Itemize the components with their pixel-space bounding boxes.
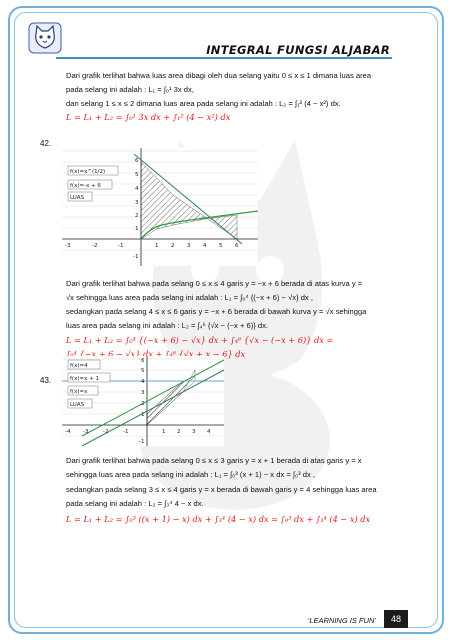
problem-number: 42. bbox=[40, 139, 52, 148]
tick-label: -1 bbox=[133, 254, 139, 260]
tick-label: 3 bbox=[187, 243, 191, 249]
tick-label: -4 bbox=[65, 429, 71, 435]
p42-line-3: sedangkan pada selang 4 ≤ x ≤ 6 garis y = −x + 6 berada di bawah kurva y = √x sehingga bbox=[66, 307, 367, 316]
top-result: L = L₁ + L₂ = ∫₀¹ 3x dx + ∫₁² (4 − x²) dx bbox=[66, 112, 231, 122]
tick-label: 6 bbox=[235, 243, 239, 249]
legend-item: f(x)=x + 1 bbox=[70, 376, 99, 382]
tick-label: 2 bbox=[135, 213, 139, 219]
problem-number: 43. bbox=[40, 376, 52, 385]
p43-result: L = L₁ + L₂ = ∫₀³ ((x + 1) − x) dx + ∫₃⁴ (4 − x) dx = ∫₀³ dx + ∫₃⁴ (4 − x) dx bbox=[66, 514, 371, 524]
legend-item: f(x)=4 bbox=[70, 363, 88, 369]
p42-result-1: L = L₁ + L₂ = ∫₀⁴ {(−x + 6) − √x} dx + ∫₄⁶ {√x − (−x + 6)} dx = bbox=[66, 335, 334, 345]
legend-item: f(x)=x bbox=[70, 389, 88, 395]
tick-label: -1 bbox=[139, 439, 145, 445]
p42-line-4: luas area pada selang ini adalah : L₂ = ∫₄⁶ {√x − (−x + 6)} dx. bbox=[66, 321, 269, 330]
tick-label: 1 bbox=[135, 226, 139, 232]
tick-label: 6 bbox=[135, 158, 139, 164]
tick-label: 4 bbox=[135, 186, 139, 192]
tick-label: 5 bbox=[219, 243, 223, 249]
p42-result-2: ∫₀⁴ {−x + 6 − √x} dx + ∫₄⁶ {√x + x − 6} dx bbox=[66, 349, 246, 359]
graph-42 bbox=[62, 148, 258, 266]
tick-label: -3 bbox=[65, 243, 71, 249]
page-number: 48 bbox=[384, 610, 408, 628]
tick-label: -1 bbox=[118, 243, 124, 249]
legend-item: f(x)=x^(1/2) bbox=[70, 169, 106, 175]
header-rule bbox=[56, 57, 392, 59]
tick-label: -2 bbox=[103, 429, 109, 435]
page-title: INTEGRAL FUNGSI ALJABAR bbox=[206, 43, 390, 57]
p43-line-1: Dari grafik terlihat bahwa pada selang 0 ≤ x ≤ 3 garis y = x + 1 berada di atas garis y = x bbox=[66, 456, 362, 465]
tick-label: -1 bbox=[123, 429, 129, 435]
tick-label: 4 bbox=[141, 379, 145, 385]
tick-label: 2 bbox=[177, 429, 181, 435]
tick-label: 1 bbox=[141, 412, 145, 418]
tick-label: 3 bbox=[141, 390, 145, 396]
graph-43-plot bbox=[62, 356, 224, 446]
tick-label: 3 bbox=[192, 429, 196, 435]
tick-label: -2 bbox=[92, 243, 98, 249]
tick-label: 1 bbox=[155, 243, 159, 249]
footer-motto: ‘LEARNING IS FUN’ bbox=[307, 616, 376, 625]
tick-label: 5 bbox=[141, 368, 145, 374]
p42-line-2: √x sehingga luas area pada selang ini adalah : L₁ = ∫₀⁴ {(−x + 6) − √x} dx , bbox=[66, 293, 313, 302]
legend-item: LUAS bbox=[70, 402, 85, 408]
p43-line-4: pada selang ini adalah : L₂ = ∫₃⁴ 4 − x dx. bbox=[66, 499, 204, 508]
top-line-3: dan selang 1 ≤ x ≤ 2 dimana luas area pada selang ini adalah : L₂ = ∫₁² (4 − x²) dx. bbox=[66, 99, 341, 108]
tick-label: 5 bbox=[135, 172, 139, 178]
tick-label: -3 bbox=[83, 429, 89, 435]
top-line-1: Dari grafik terlihat bahwa luas area dibagi oleh dua selang yaitu 0 ≤ x ≤ 1 dimana luas area bbox=[66, 71, 372, 80]
p43-line-3: sedangkan pada selang 3 ≤ x ≤ 4 garis y = x berada di bawah garis y = 4 sehingga luas area bbox=[66, 485, 377, 494]
top-line-2: pada selang ini adalah : L₁ = ∫₀¹ 3x dx, bbox=[66, 85, 194, 94]
p43-line-2: sehingga luas area pada selang ini adalah : L₁ = ∫₀³ (x + 1) − x dx = ∫₀³ dx , bbox=[66, 470, 315, 479]
cat-face-icon bbox=[28, 22, 62, 54]
tick-label: 3 bbox=[135, 200, 139, 206]
tick-label: 6 bbox=[141, 358, 145, 364]
tick-label: 2 bbox=[171, 243, 175, 249]
legend-item: LUAS bbox=[70, 195, 85, 201]
p42-line-1: Dari grafik terlihat bahwa pada selang 0 ≤ x ≤ 4 garis y = −x + 6 berada di atas kurva y = bbox=[66, 279, 363, 288]
legend-item: f(x)=-x + 6 bbox=[70, 183, 101, 189]
tick-label: 4 bbox=[207, 429, 211, 435]
tick-label: 2 bbox=[141, 401, 145, 407]
tick-label: 4 bbox=[203, 243, 207, 249]
tick-label: 1 bbox=[162, 429, 166, 435]
